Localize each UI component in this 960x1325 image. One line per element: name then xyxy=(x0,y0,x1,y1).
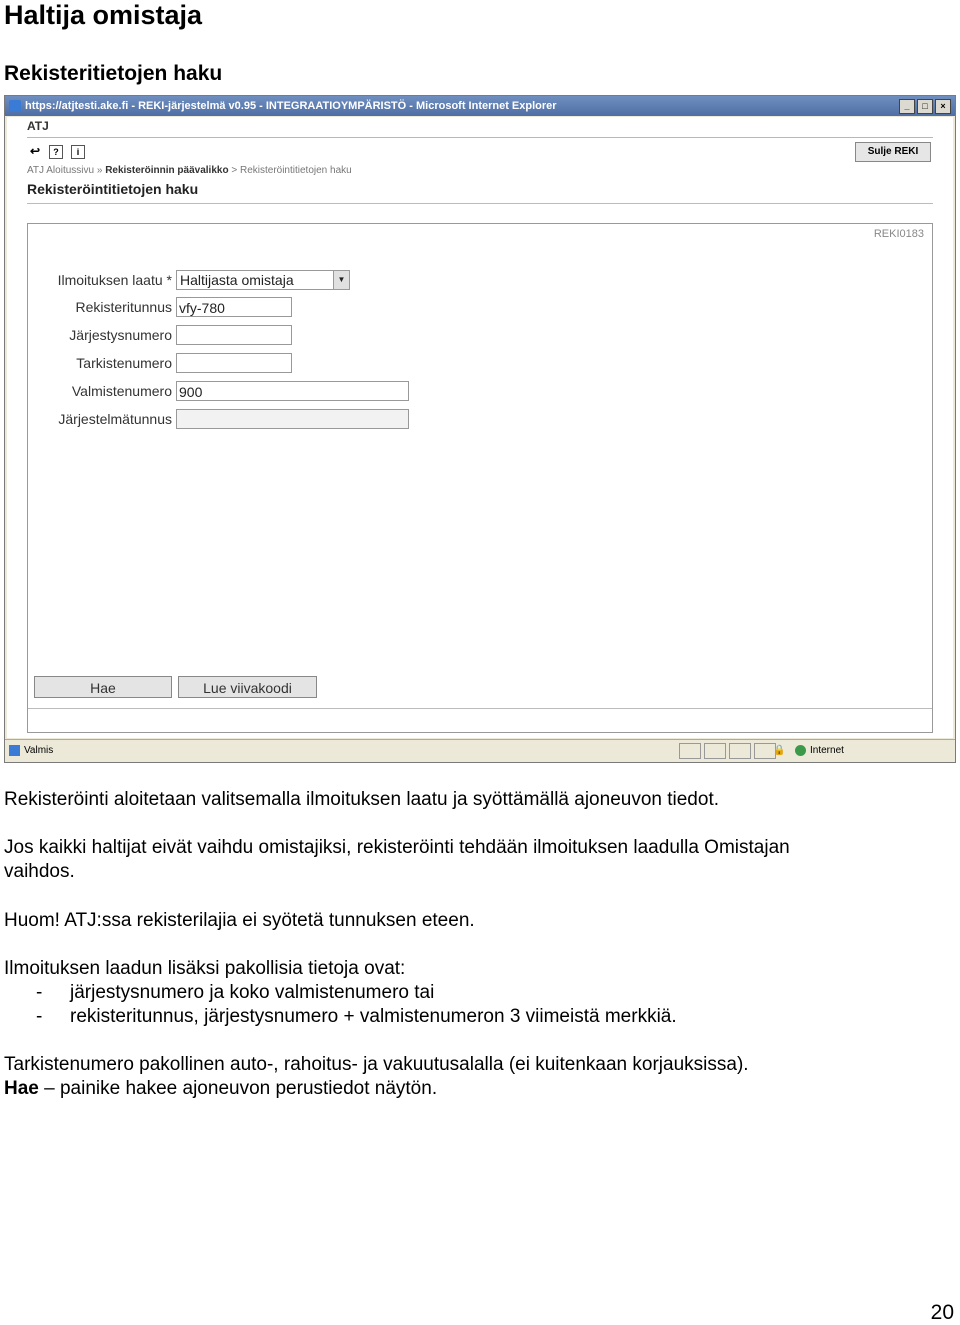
rekisteritunnus-input[interactable]: vfy-780 xyxy=(176,297,292,317)
paragraph-2a: Jos kaikki haltijat eivät vaihdu omistajiksi, rekisteröinti tehdään ilmoituksen laadulla Omistajan xyxy=(4,837,790,858)
paragraph-6: Hae – painike hakee ajoneuvon perustiedot näytön. xyxy=(4,1078,438,1099)
list-item: - järjestysnumero ja koko valmistenumero tai xyxy=(36,982,435,1003)
status-panes xyxy=(679,743,776,759)
status-text: Valmis xyxy=(24,745,54,756)
divider xyxy=(27,137,933,138)
jarjestysnumero-input[interactable] xyxy=(176,325,292,345)
status-zone: Internet xyxy=(810,745,844,756)
valmistenumero-label: Valmistenumero xyxy=(71,383,172,399)
search-form xyxy=(27,223,933,733)
jarjestysnumero-label: Järjestysnumero xyxy=(69,327,172,343)
breadcrumb xyxy=(27,165,352,176)
form-code: REKI0183 xyxy=(873,228,924,240)
info-icon[interactable]: i xyxy=(71,145,85,159)
divider xyxy=(27,203,933,204)
page-icon xyxy=(9,745,20,756)
paragraph-4: Ilmoituksen laadun lisäksi pakollisia tietoja ovat: xyxy=(4,958,406,979)
paragraph-1: Rekisteröinti aloitetaan valitsemalla ilmoituksen laatu ja syöttämällä ajoneuvon tiedot. xyxy=(4,789,719,810)
jarjestelmatunnus-input xyxy=(176,409,409,429)
document-subheading: Rekisteritietojen haku xyxy=(4,62,223,85)
web-page xyxy=(7,117,953,738)
status-bar xyxy=(5,739,955,762)
close-reki-button[interactable]: Sulje REKI xyxy=(855,142,931,162)
window-titlebar xyxy=(5,96,955,116)
rekisteritunnus-label: Rekisteritunnus xyxy=(75,299,172,315)
lock-icon: 🔒 xyxy=(773,745,786,756)
close-icon[interactable]: × xyxy=(935,99,951,114)
breadcrumb-main-menu[interactable]: Rekisteröinnin päävalikko xyxy=(105,165,229,176)
laatu-label: Ilmoituksen laatu * xyxy=(57,272,172,288)
valmistenumero-input[interactable]: 900 xyxy=(176,381,409,401)
window-title: https://atjtesti.ake.fi - REKI-järjestelmä v0.95 - INTEGRAATIOYMPÄRISTÖ - Microsoft Internet Explorer xyxy=(25,100,557,112)
globe-icon xyxy=(795,745,806,756)
page-number: 20 xyxy=(930,1301,954,1324)
breadcrumb-current: > Rekisteröintitietojen haku xyxy=(231,165,352,176)
maximize-icon[interactable]: □ xyxy=(917,99,933,114)
laatu-value: Haltijasta omistaja xyxy=(180,272,294,288)
page-title: Rekisteröintitietojen haku xyxy=(27,181,199,197)
tarkistenumero-input[interactable] xyxy=(176,353,292,373)
toolbar xyxy=(29,145,85,159)
browser-window-screenshot xyxy=(4,95,956,763)
tarkistenumero-label: Tarkistenumero xyxy=(76,355,172,371)
divider xyxy=(28,708,932,709)
list-item: - rekisteritunnus, järjestysnumero + valmistenumeron 3 viimeistä merkkiä. xyxy=(36,1006,677,1027)
ilmoituksen-laatu-select[interactable] xyxy=(176,270,350,290)
back-arrow-icon[interactable]: ↩ xyxy=(29,144,41,158)
hae-button[interactable]: Hae xyxy=(34,676,172,698)
chevron-down-icon[interactable]: ▼ xyxy=(333,271,349,289)
paragraph-5: Tarkistenumero pakollinen auto-, rahoitus- ja vakuutusalalla (ei kuitenkaan korjauksissa). xyxy=(4,1054,749,1075)
hae-term: Hae xyxy=(4,1078,39,1099)
minimize-icon[interactable]: _ xyxy=(899,99,915,114)
breadcrumb-home[interactable]: ATJ Aloitussivu » xyxy=(27,165,103,176)
paragraph-2b: vaihdos. xyxy=(4,861,75,882)
ie-icon xyxy=(9,100,21,112)
document-heading: Haltija omistaja xyxy=(4,0,203,30)
help-icon[interactable]: ? xyxy=(49,145,63,159)
lue-viivakoodi-button[interactable]: Lue viivakoodi xyxy=(178,676,317,698)
app-name: ATJ xyxy=(27,119,49,133)
jarjestelmatunnus-label: Järjestelmätunnus xyxy=(58,411,172,427)
paragraph-3: Huom! ATJ:ssa rekisterilajia ei syötetä tunnuksen eteen. xyxy=(4,910,475,931)
